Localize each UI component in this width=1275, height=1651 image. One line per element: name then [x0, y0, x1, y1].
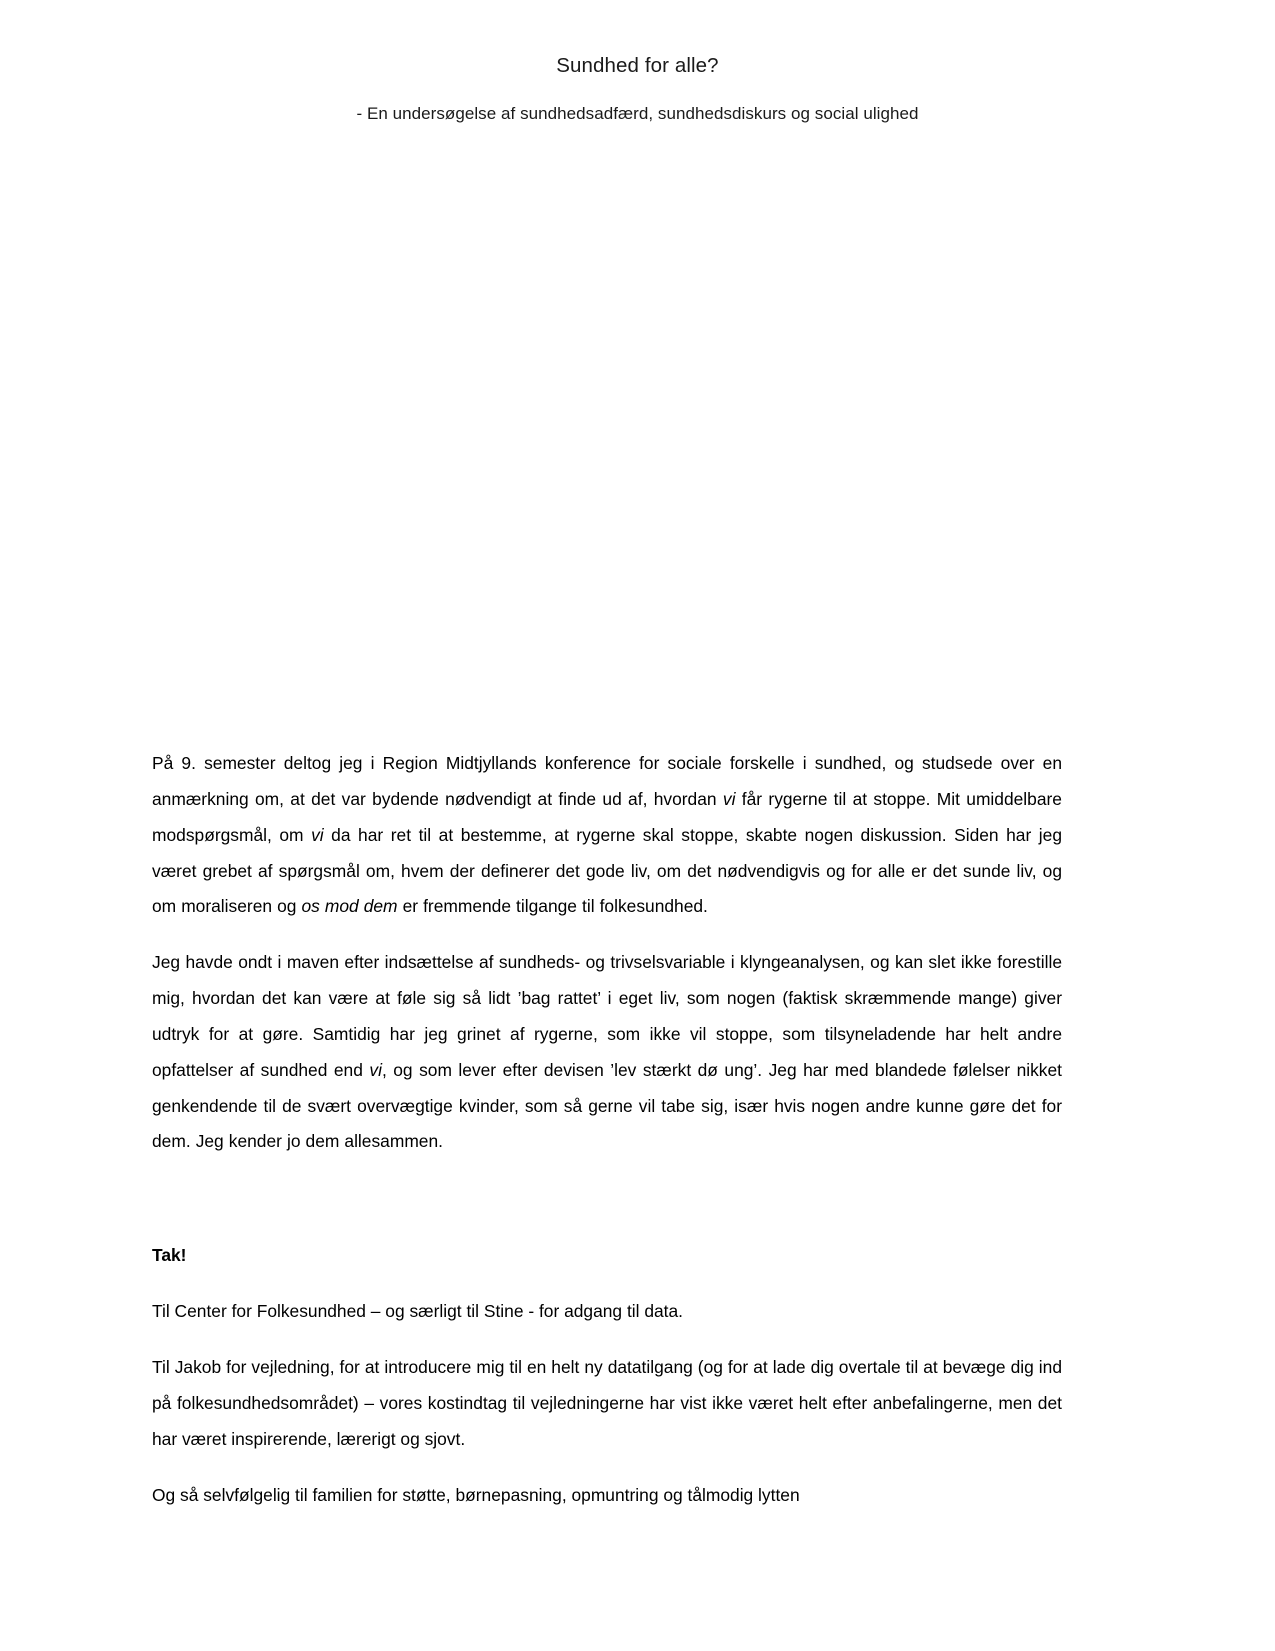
section-spacer — [152, 1180, 1062, 1238]
acknowledgement-jakob-vejledning: Til Jakob for vejledning, for at introducere mig til en helt ny datatilgang (og for at lade dig overtale til at bevæge dig ind på folkesundhedsområdet) – vores kostindtag til vejledningerne har vist ikke været helt efter anbefalingerne, men det har været inspirerende, lærerigt og sjovt. — [152, 1356, 1062, 1449]
acknowledgement-familien: Og så selvfølgelig til familien for støtte, børnepasning, opmuntring og tålmodig lytten — [152, 1484, 800, 1505]
paragraph-1-segment-3: da har ret til at bestemme, at rygerne skal stoppe, skabte nogen diskussion. Siden har jeg været grebet af spørgsmål om, hvem der definerer det gode liv, om det nødvendigvis og for alle er det sunde liv, og om moraliseren og — [152, 824, 1062, 917]
paragraph-2-segment-1: Jeg havde ondt i maven efter indsættelse af sundheds- og trivselsvariable i klyngeanalysen, og kan slet ikke forestille mig, hvordan det kan være at føle sig så lidt ’bag rattet’ i eget liv, som nogen (faktisk skræmmende mange) giver udtryk for at gøre. Samtidig har jeg grinet af rygerne, som ikke vil stoppe, som tilsyneladende har helt andre opfattelser af sundhed end — [152, 952, 1062, 1080]
paragraph-1-segment-1: På 9. semester deltog jeg i Region Midtjyllands konference for sociale forskelle i sundhed, og studsede over en anmærkning om, at det var bydende nødvendigt at finde ud af, hvordan — [152, 753, 1062, 809]
paragraph-reflection-klyngeanalyse — [152, 945, 1062, 1160]
page-subtitle: - En undersøgelse af sundhedsadfærd, sundhedsdiskurs og social ulighed — [356, 103, 919, 123]
paragraph-1-emphasis-vi-1: vi — [722, 788, 736, 809]
paragraph-1-emphasis-os-mod-dem: os mod dem — [301, 896, 398, 917]
paragraph-1-segment-4: er fremmende tilgange til folkesundhed. — [397, 896, 708, 917]
paragraph-2-emphasis-vi: vi — [369, 1059, 382, 1080]
paragraph-2-segment-2: , og som lever efter devisen ’lev stærkt dø ung’. Jeg har med blandede følelser nikket genkendende til de svært overvægtige kvinder, som så gerne vil tabe sig, især hvis nogen andre kunne gøre det for dem. Jeg kender jo dem allesammen. — [152, 1059, 1063, 1152]
paragraph-1-segment-2: får rygerne til at stoppe. Mit umiddelbare modspørgsmål, om — [152, 788, 1062, 845]
acknowledgement-center-for-folkesundhed: Til Center for Folkesundhed – og særligt til Stine - for adgang til data. — [152, 1301, 684, 1322]
paragraph-1-emphasis-vi-2: vi — [311, 824, 324, 845]
acknowledgements-heading: Tak! — [152, 1245, 187, 1266]
body-text-column — [152, 746, 1062, 1533]
page-title: Sundhed for alle? — [556, 54, 719, 77]
paragraph-intro-conference — [152, 746, 1062, 925]
document-header — [0, 52, 1275, 126]
